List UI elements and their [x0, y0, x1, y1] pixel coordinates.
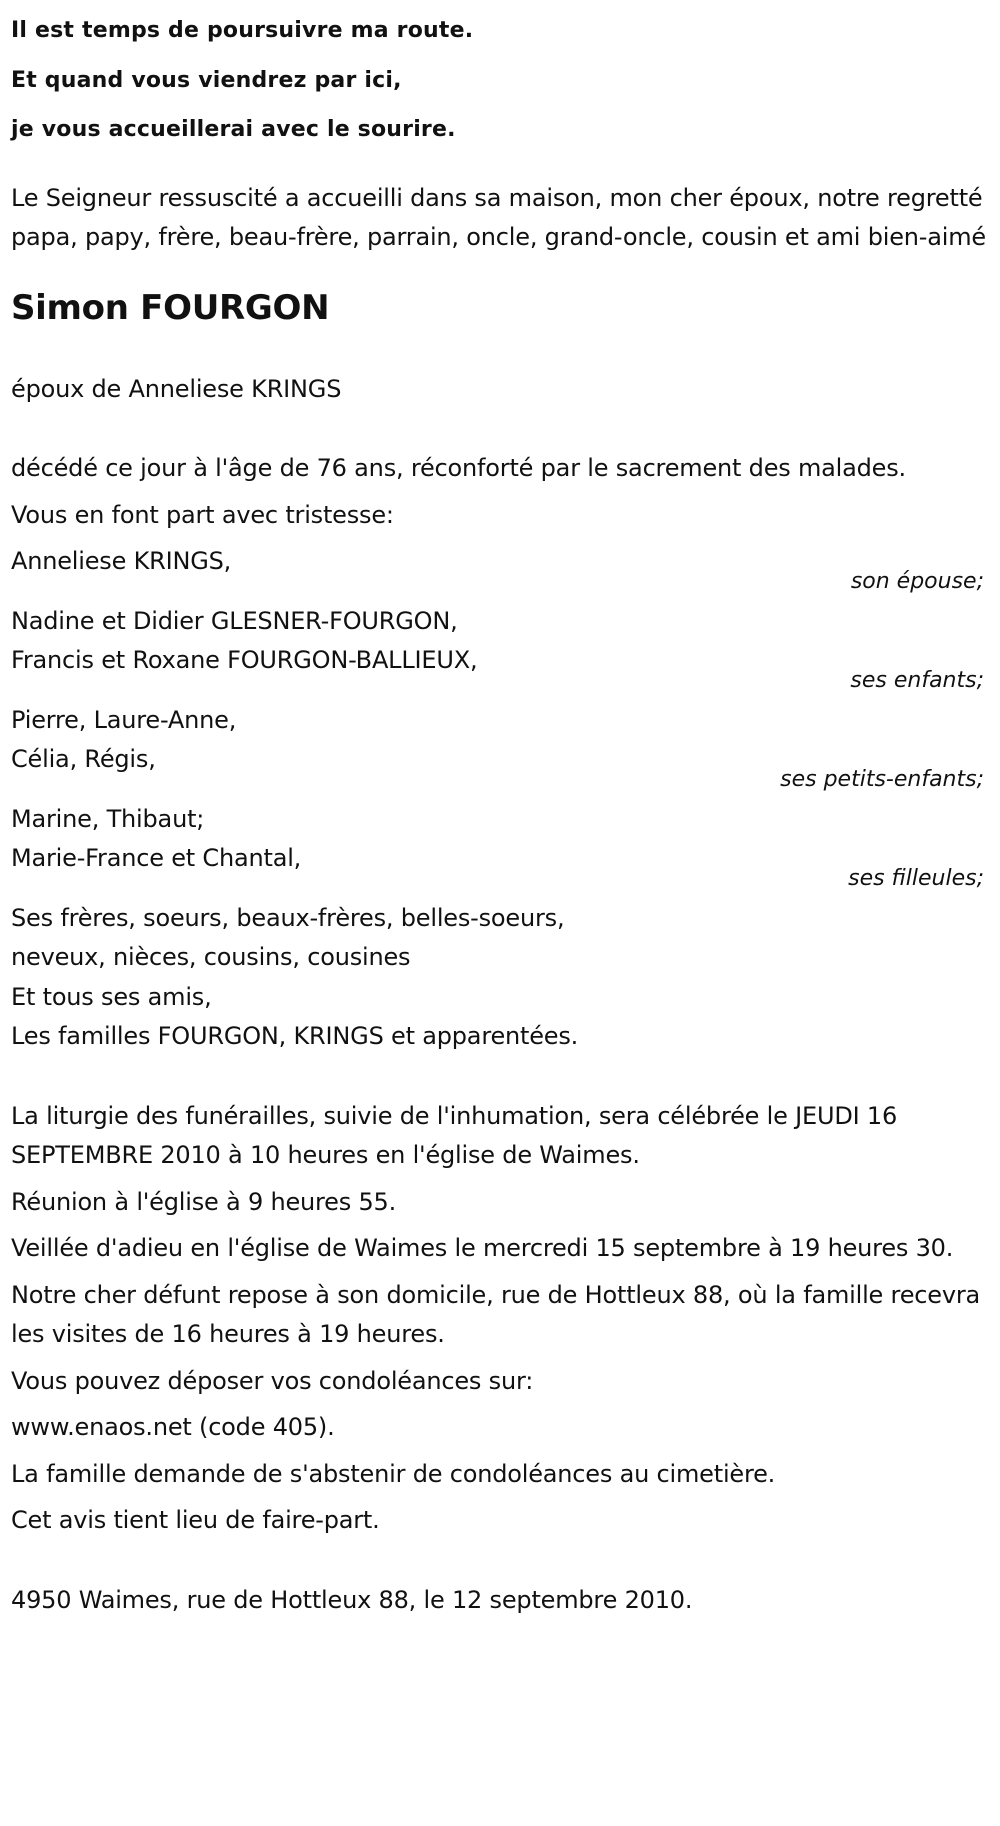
meeting-info: Réunion à l'église à 9 heures 55. [11, 1187, 397, 1216]
spouse-line: époux de Anneliese KRINGS [11, 374, 342, 403]
notice-line: Cet avis tient lieu de faire-part. [11, 1506, 380, 1534]
cemetery-note: La famille demande de s'abstenir de condoléances au cimetière. [11, 1459, 776, 1488]
family-list [11, 542, 986, 891]
family-group-children [11, 602, 986, 693]
family-group-grandchildren [11, 701, 986, 792]
condolences-intro: Vous pouvez déposer vos condoléances sur: [11, 1366, 534, 1395]
relatives-line: Les familles FOURGON, KRINGS et apparentées. [11, 1022, 579, 1050]
relatives-line: Et tous ses amis, [11, 982, 212, 1011]
other-relatives [11, 899, 986, 1057]
family-name: Nadine et Didier GLESNER-FOURGON, [11, 606, 458, 635]
relation-label: ses petits-enfants; [780, 766, 984, 792]
death-line: décédé ce jour à l'âge de 76 ans, réconforté par le sacrement des malades. [11, 454, 906, 482]
poem [11, 6, 986, 155]
family-name: Marie-France et Chantal, [11, 844, 302, 872]
poem-line-1: Il est temps de poursuivre ma route. [11, 18, 474, 43]
funeral-details [11, 1097, 986, 1541]
family-group-goddaughters [11, 800, 986, 891]
intro-paragraph: Le Seigneur ressuscité a accueilli dans sa maison, mon cher époux, notre regretté papa, papy, frère, beau-frère, parrain, oncle, grand-oncle, cousin et ami bien-aimé [11, 183, 986, 251]
closing-address: 4950 Waimes, rue de Hottleux 88, le 12 septembre 2010. [11, 1585, 693, 1614]
deceased-name: Simon FOURGON [11, 287, 330, 328]
announce-line: Vous en font part avec tristesse: [11, 500, 394, 529]
relatives-line: Ses frères, soeurs, beaux-frères, belles-soeurs, [11, 903, 565, 932]
family-name: Anneliese KRINGS, [11, 547, 232, 575]
relation-label: ses filleules; [848, 865, 984, 891]
vigil-info: Veillée d'adieu en l'église de Waimes le mercredi 15 septembre à 19 heures 30. [11, 1234, 954, 1262]
family-name: Célia, Régis, [11, 745, 156, 773]
poem-line-2: Et quand vous viendrez par ici, [11, 67, 402, 93]
family-name: Francis et Roxane FOURGON-BALLIEUX, [11, 646, 478, 674]
family-group-spouse [11, 542, 986, 594]
family-name: Marine, Thibaut; [11, 804, 205, 833]
condolences-site: www.enaos.net (code 405). [11, 1413, 335, 1441]
poem-line-3: je vous accueillerai avec le sourire. [11, 117, 456, 142]
family-name: Pierre, Laure-Anne, [11, 705, 237, 734]
home-visit-info: Notre cher défunt repose à son domicile, rue de Hottleux 88, où la famille recevra les visites de 16 heures à 19 heures. [11, 1280, 980, 1348]
relation-label: son épouse; [850, 568, 984, 594]
liturgy-info: La liturgie des funérailles, suivie de l'inhumation, sera célébrée le JEUDI 16 SEPTEMBRE 2010 à 10 heures en l'église de Waimes. [11, 1101, 898, 1169]
relatives-line: neveux, nièces, cousins, cousines [11, 943, 411, 971]
relation-label: ses enfants; [850, 667, 984, 693]
